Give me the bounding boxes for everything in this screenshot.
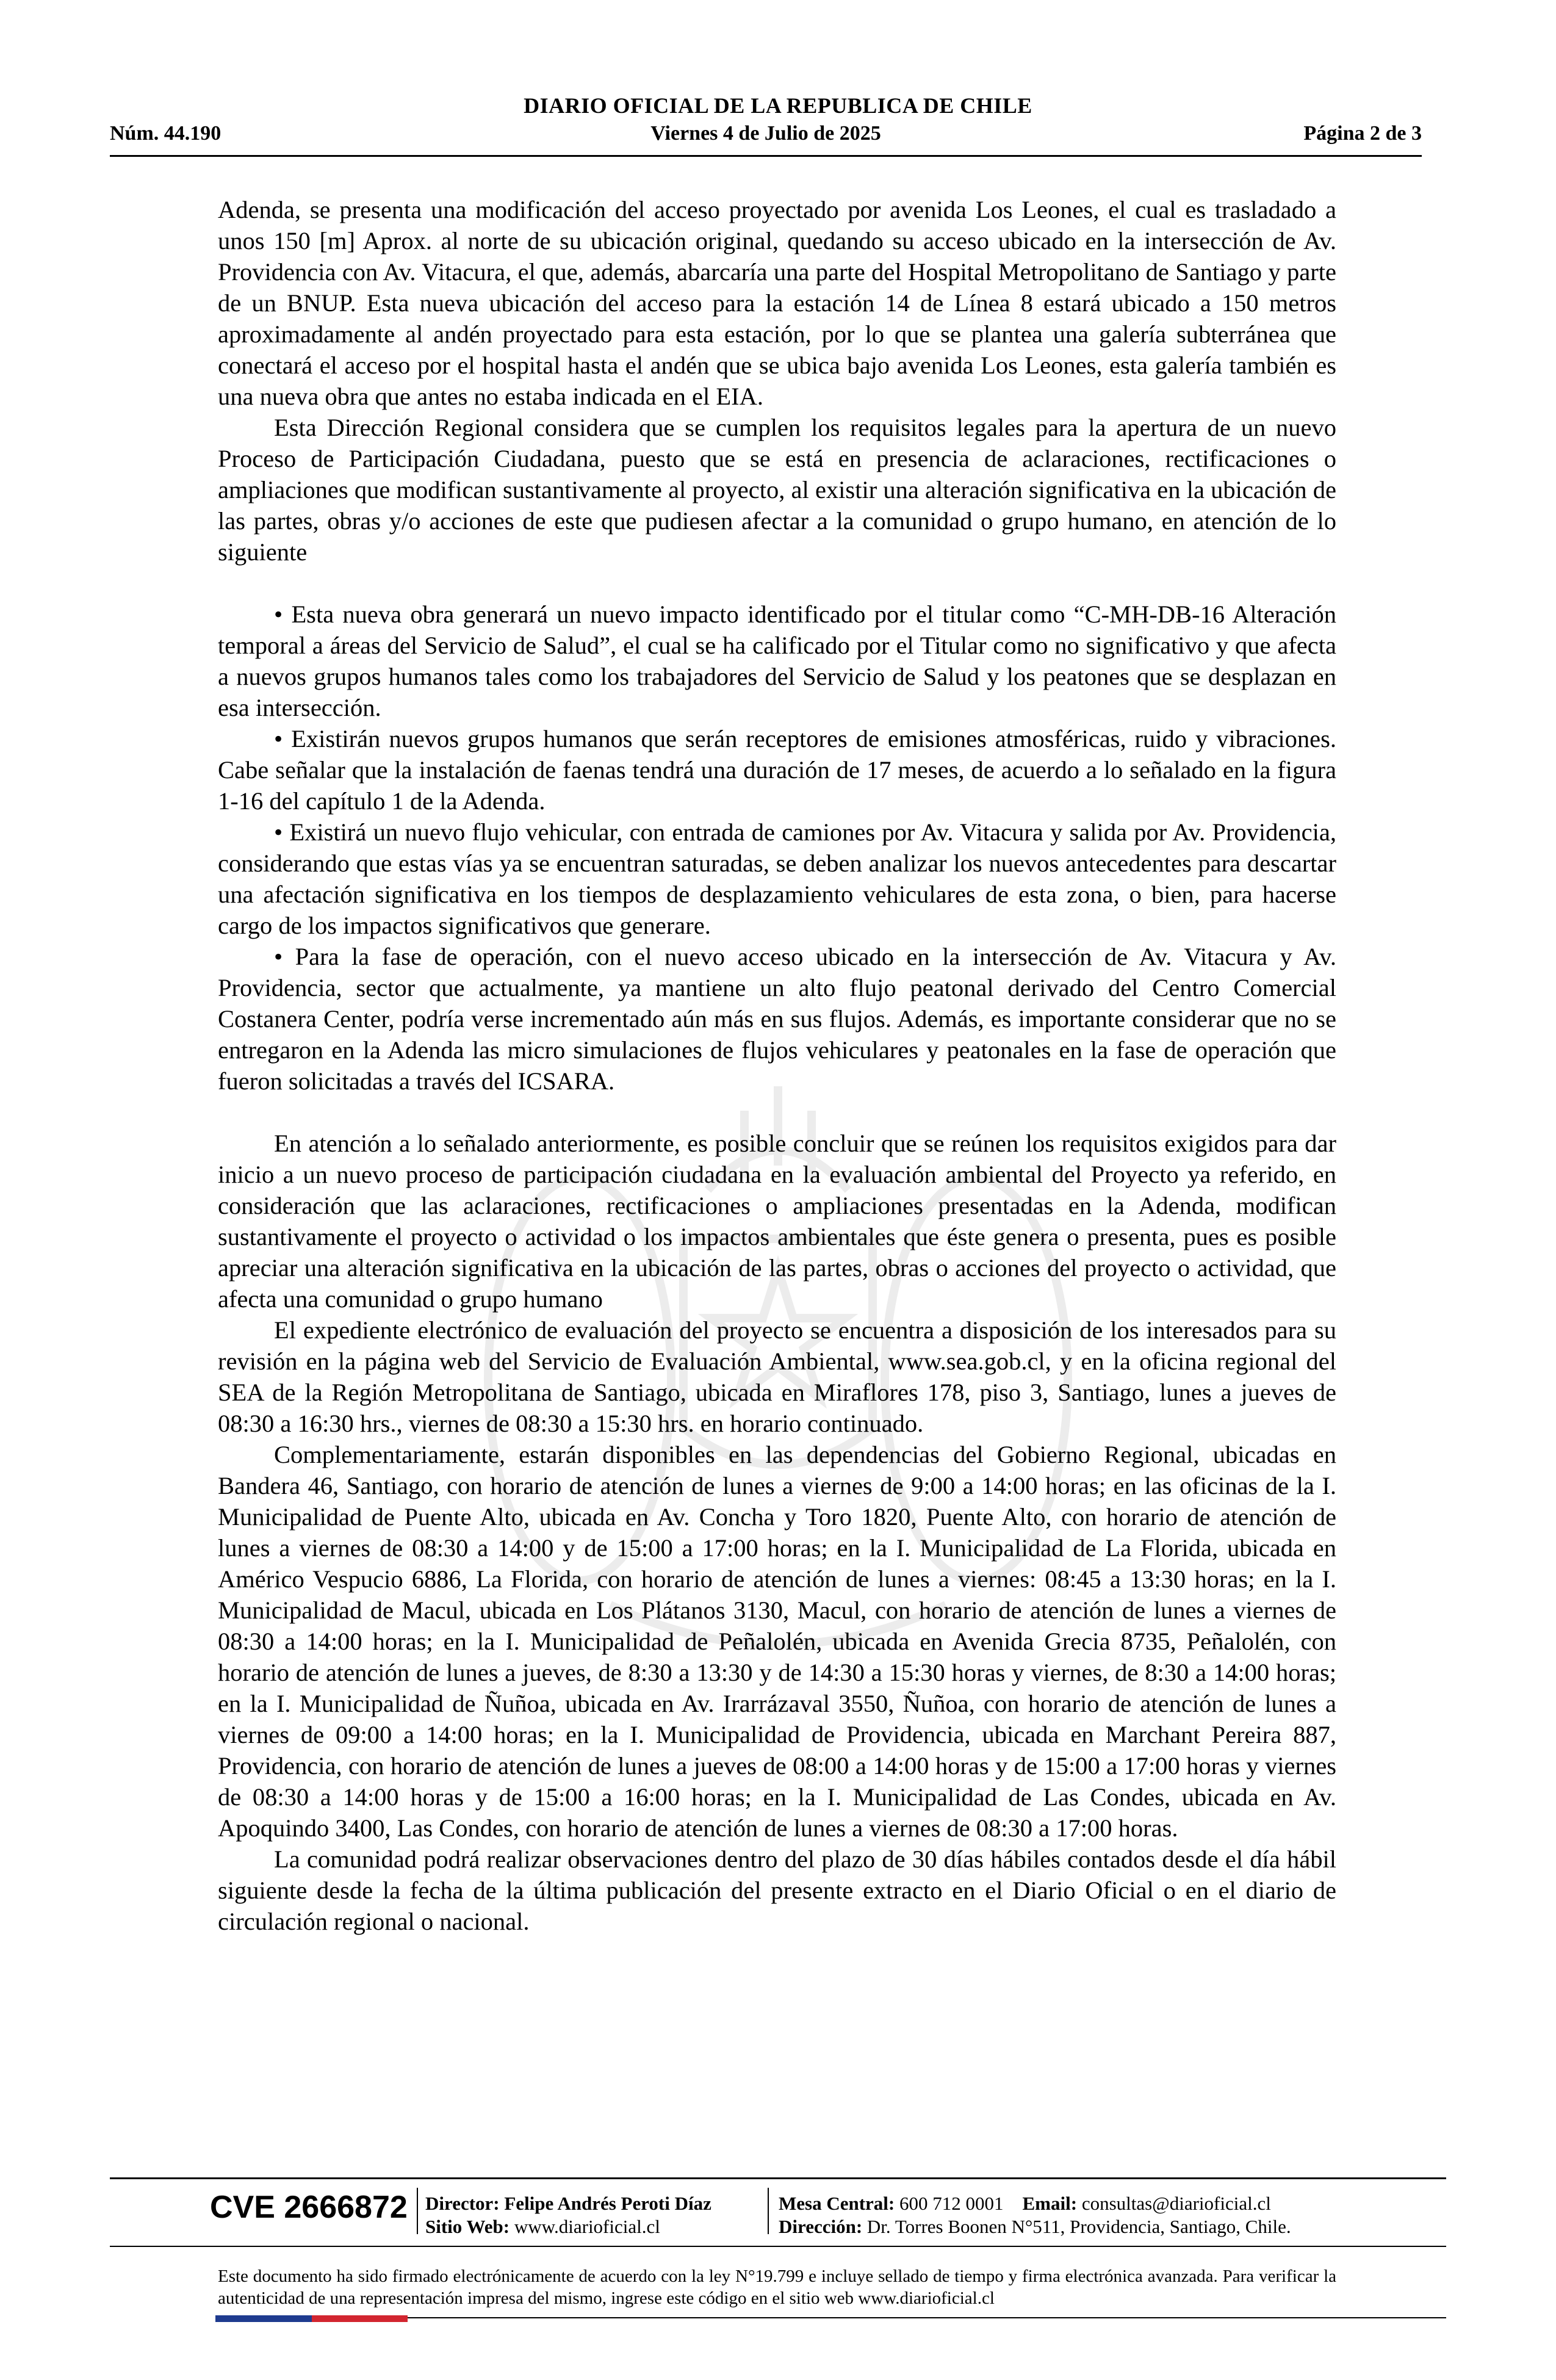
website-label: Sitio Web: bbox=[425, 2216, 510, 2237]
footer-separator bbox=[768, 2188, 769, 2234]
phone-value: 600 712 0001 bbox=[899, 2193, 1004, 2214]
footer-divider bbox=[110, 2246, 1446, 2247]
page-number: Página 2 de 3 bbox=[1303, 122, 1422, 145]
issue-number: Núm. 44.190 bbox=[110, 122, 222, 145]
paragraph-spacer bbox=[218, 568, 1336, 599]
publication-title: DIARIO OFICIAL DE LA REPUBLICA DE CHILE bbox=[524, 93, 1032, 118]
paragraph: Adenda, se presenta una modificación del acceso proyectado por avenida Los Leones, el cual es trasladado a unos 150 [m] Aprox. al norte de su ubicación original, quedando su acceso ubicado en la intersección de Av. Providencia con Av. Vitacura, el que, además, abarcaría una parte del Hospital Metropolitano de Santiago y parte de un BNUP. Esta nueva ubicación del acceso para la estación 14 de Línea 8 estará ubicado a 150 metros aproximadamente al andén proyectado para esta estación, por lo que se plantea una galería subterránea que conectará el acceso por el hospital hasta el andén que se ubica bajo avenida Los Leones, esta galería también es una nueva obra que antes no estaba indicada en el EIA. bbox=[218, 196, 1336, 410]
bullet-item: • Para la fase de operación, con el nuevo acceso ubicado en la intersección de Av. Vitacura y Av. Providencia, sector que actualmente, ya mantiene un alto flujo peatonal derivado del Centro Comercial Costanera Center, podría verse incrementado aún más en sus flujos. Además, es importante considerar que no se entregaron en la Adenda las micro simulaciones de flujos vehiculares y peatonales en la fase de operación que fueron solicitadas a través del ICSARA. bbox=[218, 943, 1336, 1095]
email-label: Email: bbox=[1022, 2193, 1078, 2214]
footer-contact-block bbox=[779, 2192, 1291, 2238]
paragraph: Complementariamente, estarán disponibles en las dependencias del Gobierno Regional, ubicadas en Bandera 46, Santiago, con horario de atención de lunes a viernes de 9:00 a 14:00 horas; en las oficinas de la I. Municipalidad de Puente Alto, ubicada en Av. Concha y Toro 1820, Puente Alto, con horario de atención de lunes a viernes de 08:30 a 14:00 y de 15:00 a 17:00 horas; en la I. Municipalidad de La Florida, ubicada en Américo Vespucio 6886, La Florida, con horario de atención de lunes a viernes: 08:45 a 13:30 horas; en la I. Municipalidad de Macul, ubicada en Los Plátanos 3130, Macul, con horario de atención de lunes a viernes de 08:30 a 14:00 horas; en la I. Municipalidad de Peñalolén, ubicada en Avenida Grecia 8735, Peñalolén, con horario de atención de lunes a jueves, de 8:30 a 13:30 y de 14:30 a 15:30 horas y viernes, de 8:30 a 14:00 horas; en la I. Municipalidad de Ñuñoa, ubicada en Av. Irarrázaval 3550, Ñuñoa, con horario de atención de lunes a viernes de 09:00 a 14:00 horas; en la I. Municipalidad de Providencia, ubicada en Marchant Pereira 887, Providencia, con horario de atención de lunes a jueves de 08:00 a 14:00 horas y de 15:00 a 17:00 horas y viernes de 08:30 a 14:00 horas y de 15:00 a 16:00 horas; en la I. Municipalidad de Las Condes, ubicada en Av. Apoquindo 3400, Las Condes, con horario de atención de lunes a viernes de 08:30 a 17:00 horas. bbox=[218, 1441, 1336, 1842]
email-link[interactable]: consultas@diarioficial.cl bbox=[1081, 2193, 1271, 2214]
paragraph: En atención a lo señalado anteriormente, es posible concluir que se reúnen los requisitos exigidos para dar inicio a un nuevo proceso de participación ciudadana en la evaluación ambiental del Proyecto ya referido, en consideración que las aclaraciones, rectificaciones o ampliaciones presentadas en la Adenda, modifican sustantivamente el proyecto o actividad o los impactos ambientales que éste genera o presenta, pues es posible apreciar una alteración significativa en la ubicación de las partes, obras o acciones del proyecto o actividad, que afecta una comunidad o grupo humano bbox=[218, 1130, 1336, 1313]
header-divider bbox=[110, 155, 1422, 157]
footer-director-block bbox=[425, 2192, 711, 2238]
article-body bbox=[218, 194, 1336, 1937]
paragraph: Esta Dirección Regional considera que se cumplen los requisitos legales para la apertura de un nuevo Proceso de Participación Ciudadana, puesto que se está en presencia de aclaraciones, rectificaciones o ampliaciones que modifican sustantivamente al proyecto, al existir una alteración significativa en la ubicación de las partes, obras y/o acciones de este que pudiesen afectar a la comunidad o grupo humano, en atención de lo siguiente bbox=[218, 414, 1336, 566]
bullet-item: • Existirán nuevos grupos humanos que serán receptores de emisiones atmosféricas, ruido y vibraciones. Cabe señalar que la instalación de faenas tendrá una duración de 17 meses, de acuerdo a lo señalado en la figura 1-16 del capítulo 1 de la Adenda. bbox=[218, 725, 1336, 815]
flag-blue-segment bbox=[215, 2315, 312, 2322]
phone-label: Mesa Central: bbox=[779, 2193, 895, 2214]
bullet-item: • Esta nueva obra generará un nuevo impacto identificado por el titular como “C-MH-DB-16 Alteración temporal a áreas del Servicio de Salud”, el cual se ha calificado por el Titular como no significativo y que afecta a nuevos grupos humanos tales como los trabajadores del Servicio de Salud y los peatones que se desplazan en esa intersección. bbox=[218, 600, 1336, 721]
bullet-item: • Existirá un nuevo flujo vehicular, con entrada de camiones por Av. Vitacura y salida por Av. Providencia, considerando que estas vías ya se encuentran saturadas, se deben analizar los nuevos antecedentes para descartar una afectación significativa en los tiempos de desplazamiento vehiculares de esta zona, o bien, para hacerse cargo de los impactos significativos que generare. bbox=[218, 818, 1336, 939]
footer-bottom-rule bbox=[408, 2317, 1446, 2318]
header-row bbox=[110, 122, 1422, 151]
flag-stripe bbox=[215, 2315, 408, 2322]
paragraph-spacer bbox=[218, 1097, 1336, 1128]
website-link[interactable]: www.diarioficial.cl bbox=[514, 2216, 660, 2237]
issue-date: Viernes 4 de Julio de 2025 bbox=[650, 122, 881, 145]
footer-separator bbox=[417, 2188, 418, 2234]
paragraph: El expediente electrónico de evaluación del proyecto se encuentra a disposición de los interesados para su revisión en la página web del Servicio de Evaluación Ambiental, www.sea.gob.cl, y en la oficina regional del SEA de la Región Metropolitana de Santiago, ubicada en Miraflores 178, piso 3, Santiago, lunes a jueves de 08:30 a 16:30 hrs., viernes de 08:30 a 15:30 hrs. en horario continuado. bbox=[218, 1316, 1336, 1437]
director-label: Director: bbox=[425, 2193, 500, 2214]
address-value: Dr. Torres Boonen N°511, Providencia, Santiago, Chile. bbox=[866, 2216, 1291, 2237]
paragraph: La comunidad podrá realizar observaciones dentro del plazo de 30 días hábiles contados desde el día hábil siguiente desde la fecha de la última publicación del presente extracto en el Diario Oficial o en el diario de circulación regional o nacional. bbox=[218, 1845, 1336, 1935]
address-label: Dirección: bbox=[779, 2216, 863, 2237]
director-name: Felipe Andrés Peroti Díaz bbox=[504, 2193, 711, 2214]
cve-code: CVE 2666872 bbox=[210, 2190, 408, 2225]
signature-disclaimer: Este documento ha sido firmado electrónicamente de acuerdo con la ley N°19.799 e incluye sellado de tiempo y firma electrónica avanzada. Para verificar la autenticidad de una representación impresa del mismo, ingrese este código en el sitio web www.diarioficial.cl bbox=[218, 2266, 1336, 2308]
flag-red-segment bbox=[312, 2315, 408, 2322]
footer-divider bbox=[110, 2177, 1446, 2179]
